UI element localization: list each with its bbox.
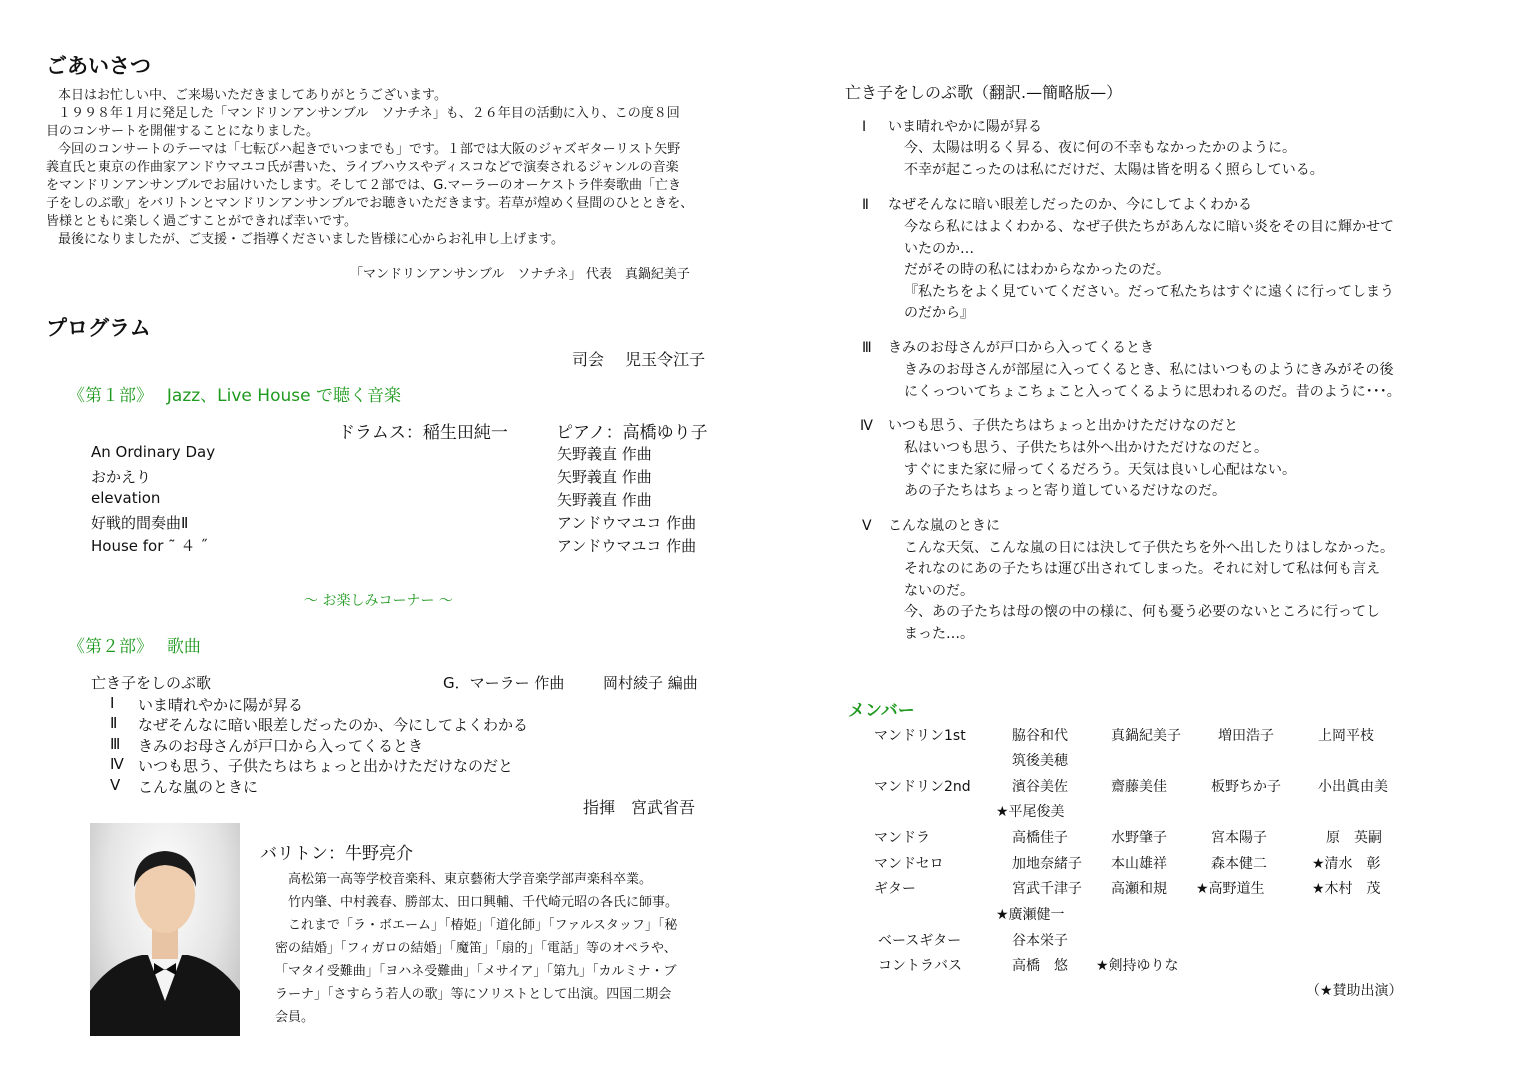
member-name: 濱谷美佐 — [1012, 779, 1068, 795]
greeting-line: 最後になりましたが、ご支援・ご指導くださいました皆様に心からお礼申し上げます。 — [58, 232, 564, 247]
member-part: マンドラ — [874, 830, 930, 846]
section-number: Ⅲ — [862, 340, 872, 356]
baritone-name: バリトン：牛野亮介 — [260, 844, 413, 864]
member-name: 高橋 悠 — [1012, 958, 1068, 974]
mc: 司会 児玉令江子 — [572, 350, 706, 369]
greeting-line: 目のコンサートを開催することになりました。 — [46, 124, 320, 139]
member-name: ★高野道生 — [1196, 881, 1265, 897]
member-part: マンドリン2nd — [874, 779, 971, 795]
member-name: 水野肇子 — [1111, 830, 1167, 846]
conductor: 指揮 宮武省吾 — [583, 798, 696, 817]
bio-line: 密の結婚」「フィガロの結婚」「魔笛」「扇的」「電話」等のオペラや、 — [275, 941, 677, 956]
member-name: ★清水 彰 — [1312, 856, 1381, 872]
corner-title: ～ お楽しみコーナー ～ — [304, 593, 453, 609]
section-line: 不幸が起こったのは私にだけだ、太陽は皆を明るく照らしている。 — [904, 162, 1324, 178]
member-name: 森本健二 — [1211, 856, 1267, 872]
section-line: まった…。 — [904, 626, 974, 642]
member-name: 加地奈緒子 — [1012, 856, 1082, 872]
member-name: 真鍋紀美子 — [1111, 728, 1181, 744]
section-line: いたのか… — [904, 241, 974, 257]
member-name: 宮武千津子 — [1012, 881, 1082, 897]
greeting-line: 子をしのぶ歌」をバリトンとマンドリンアンサンブルでお聴きいただきます。若草が煌めく昼間のひとときを、 — [46, 196, 694, 211]
movement-title: きみのお母さんが戸口から入ってくるとき — [138, 737, 424, 755]
bio-line: 竹内肇、中村義春、勝部太、田口興輔、千代崎元昭の各氏に師事。 — [288, 895, 679, 910]
member-part: ギター — [874, 881, 916, 897]
greeting-heading: ごあいさつ — [46, 54, 151, 78]
piece-title: House for ˜ ４ ˝ — [91, 537, 208, 555]
section-title: いま晴れやかに陽が昇る — [888, 119, 1042, 135]
member-name: 宮本陽子 — [1211, 830, 1267, 846]
greeting-line: 本日はお忙しい中、ご来場いただきましてありがとうございます。 — [58, 88, 447, 103]
member-part: マンドリン1st — [874, 728, 966, 744]
member-name: 板野ちか子 — [1211, 779, 1281, 795]
section-line: あの子たちはちょっと寄り道しているだけなのだ。 — [904, 483, 1226, 499]
movement-number: Ⅴ — [110, 776, 121, 794]
bio-line: 会員。 — [275, 1010, 315, 1025]
part1-title: 《第１部》 Jazz、Live House で聴く音楽 — [68, 386, 401, 406]
movement-number: Ⅳ — [110, 755, 124, 773]
song-arranger: 岡村綾子 編曲 — [603, 674, 698, 692]
bio-line: 「マタイ受難曲」「ヨハネ受難曲」「メサイア」「第九」「カルミナ・ブ — [275, 964, 677, 979]
movement-number: Ⅲ — [110, 735, 121, 753]
piano-player: ピアノ：高橋ゆり子 — [556, 423, 708, 443]
section-line: すぐにまた家に帰ってくるだろう。天気は良いし心配はない。 — [904, 462, 1296, 478]
members-heading: メンバー — [848, 701, 915, 721]
guest-note: （★賛助出演） — [1306, 983, 1403, 999]
part2-title: 《第２部》 歌曲 — [68, 637, 201, 657]
section-line: 『私たちをよく見ていてください。だって私たちはすぐに遠くに行ってしまう — [904, 284, 1394, 300]
greeting-line: １９９８年１月に発足した「マンドリンアンサンブル ソナチネ」も、２６年目の活動に入り、この度８回 — [58, 106, 680, 121]
section-line: 今なら私にはよくわかる、なぜ子供たちがあんなに暗い炎をその目に輝かせて — [904, 219, 1394, 235]
section-title: きみのお母さんが戸口から入ってくるとき — [888, 340, 1154, 356]
member-name: ★平尾俊美 — [996, 804, 1065, 820]
greeting-signature: 「マンドリンアンサンブル ソナチネ」 代表 真鍋紀美子 — [350, 267, 690, 282]
section-line: 私はいつも思う、子供たちは外へ出かけただけなのだと。 — [904, 440, 1268, 456]
section-title: なぜそんなに暗い眼差しだったのか、今にしてよくわかる — [888, 197, 1252, 213]
member-name: 増田浩子 — [1218, 728, 1274, 744]
movement-title: いつも思う、子供たちはちょっと出かけただけなのだと — [138, 757, 514, 775]
translation-heading: 亡き子をしのぶ歌（翻訳.—簡略版—） — [845, 83, 1123, 102]
member-name: 上岡平枝 — [1318, 728, 1374, 744]
member-name: 本山雄祥 — [1111, 856, 1167, 872]
section-number: Ⅰ — [862, 119, 867, 135]
member-name: 高瀬和規 — [1111, 881, 1167, 897]
movement-number: Ⅱ — [110, 714, 118, 732]
member-name: 筑後美穂 — [1012, 753, 1068, 769]
song-composer: G．マーラー 作曲 — [443, 674, 565, 692]
member-name: ★廣瀬健一 — [996, 907, 1065, 923]
piece-title: おかえり — [91, 468, 152, 486]
movement-title: なぜそんなに暗い眼差しだったのか、今にしてよくわかる — [138, 716, 529, 734]
greeting-line: 今回のコンサートのテーマは「七転びハ起きでいつまでも」です。１部では大阪のジャズギターリスト矢野 — [58, 142, 681, 157]
piece-title: elevation — [91, 489, 161, 507]
program-heading: プログラム — [46, 316, 151, 340]
bio-line: ラーナ」「さすらう若人の歌」等にソリストとして出演。四国二期会 — [275, 987, 672, 1002]
section-line: こんな天気、こんな嵐の日には決して子供たちを外へ出したりはしなかった。 — [904, 540, 1394, 556]
member-part: マンドセロ — [874, 856, 944, 872]
drums-player: ドラムス：稲生田純一 — [338, 423, 508, 443]
movement-number: Ⅰ — [110, 694, 115, 712]
section-line: にくっついてちょこちょこと入ってくるように思われるのだ。昔のように･･･。 — [904, 384, 1401, 400]
bio-line: 高松第一高等学校音楽科、東京藝術大学音楽学部声楽科卒業。 — [288, 872, 653, 887]
section-line: 今、あの子たちは母の懐の中の様に、何も憂う必要のないところに行ってし — [904, 604, 1380, 620]
movement-title: いま晴れやかに陽が昇る — [138, 696, 304, 714]
baritone-portrait-photo — [90, 823, 240, 1036]
section-line: 今、太陽は明るく昇る、夜に何の不幸もなかったかのように。 — [904, 140, 1296, 156]
section-line: のだから』 — [904, 305, 974, 321]
section-title: こんな嵐のときに — [888, 518, 1000, 534]
piece-composer: アンドウマユコ 作曲 — [557, 537, 697, 555]
piece-composer: 矢野義直 作曲 — [557, 445, 652, 463]
section-number: Ⅳ — [860, 418, 873, 434]
section-line: ないのだ。 — [904, 583, 974, 599]
section-line: きみのお母さんが部屋に入ってくるとき、私にはいつものようにきみがその後 — [904, 362, 1394, 378]
greeting-line: 皆様とともに楽しく過ごすことができれば幸いです。 — [46, 214, 357, 229]
piece-title: 好戦的間奏曲Ⅱ — [91, 514, 189, 532]
member-part: コントラバス — [878, 958, 962, 974]
greeting-line: 義直氏と東京の作曲家アンドウマユコ氏が書いた、ライブハウスやディスコなどで演奏されるジャンルの音楽 — [46, 160, 679, 175]
section-line: だがその時の私にはわからなかったのだ。 — [904, 262, 1170, 278]
member-name: ★木村 茂 — [1312, 881, 1381, 897]
member-name: 谷本栄子 — [1012, 933, 1068, 949]
member-name: 齋藤美佳 — [1111, 779, 1167, 795]
member-name: ★剣持ゆりな — [1096, 958, 1179, 974]
piece-title: An Ordinary Day — [91, 443, 216, 461]
section-number: Ⅴ — [862, 518, 872, 534]
piece-composer: 矢野義直 作曲 — [557, 491, 652, 509]
movement-title: こんな嵐のときに — [138, 778, 259, 796]
bio-line: これまで「ラ・ボエーム」「椿姫」「道化師」「ファルスタッフ」「秘 — [288, 918, 678, 933]
section-line: それなのにあの子たちは運び出されてしまった。それに対して私は何も言え — [904, 561, 1380, 577]
member-part: ベースギター — [878, 933, 962, 949]
member-name: 脇谷和代 — [1012, 728, 1068, 744]
member-name: 高橋佳子 — [1012, 830, 1068, 846]
piece-composer: 矢野義直 作曲 — [557, 468, 652, 486]
section-title: いつも思う、子供たちはちょっと出かけただけなのだと — [888, 418, 1238, 434]
member-name: 原 英嗣 — [1326, 830, 1382, 846]
baritone-portrait-illustration — [90, 823, 240, 1036]
member-name: 小出眞由美 — [1318, 779, 1388, 795]
song-title: 亡き子をしのぶ歌 — [91, 674, 212, 692]
section-number: Ⅱ — [862, 197, 869, 213]
piece-composer: アンドウマユコ 作曲 — [557, 514, 697, 532]
greeting-line: をマンドリンアンサンブルでお届けいたします。そして２部では、G.マーラーのオーケストラ伴奏歌曲「亡き — [46, 178, 681, 193]
